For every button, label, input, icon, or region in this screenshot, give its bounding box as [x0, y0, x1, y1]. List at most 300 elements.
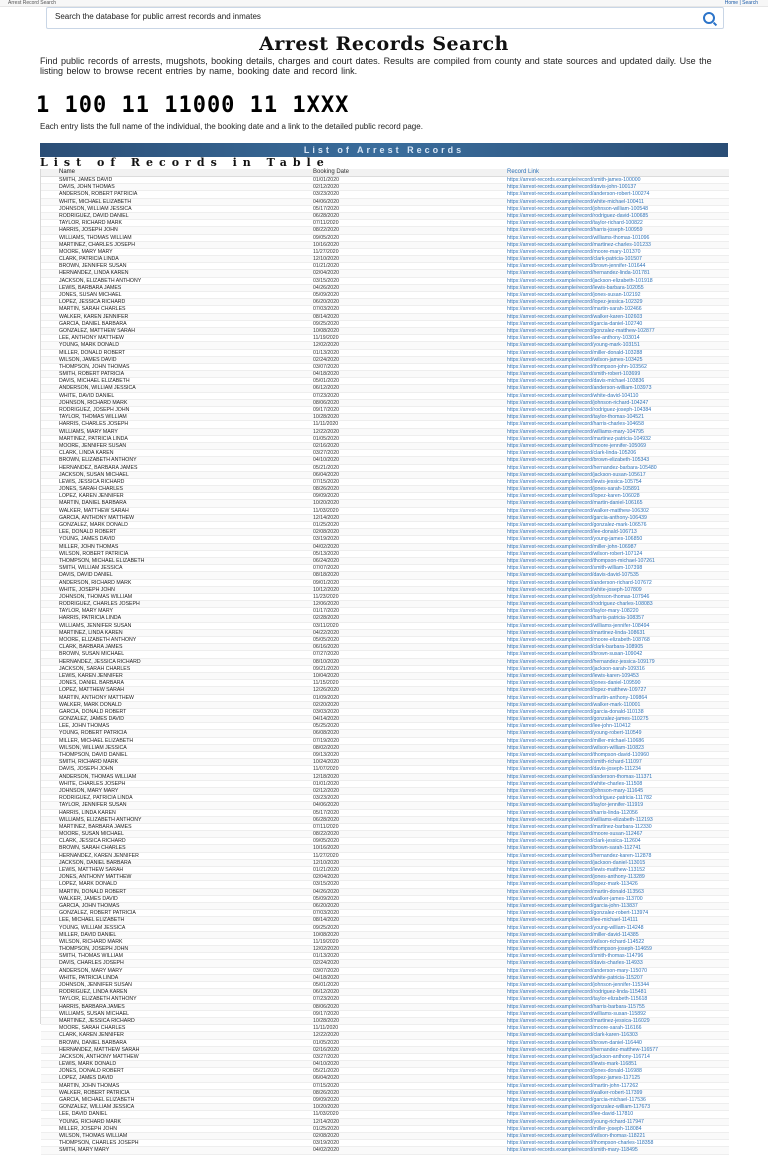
- record-name: CLARK, KAREN JENNIFER: [59, 1032, 124, 1039]
- record-link[interactable]: https://arrest-records.example/record/martinez-barbara-112330: [507, 823, 652, 830]
- record-link[interactable]: https://arrest-records.example/record/martinez-jessica-116029: [507, 1017, 650, 1024]
- table-row: [41, 946, 729, 953]
- record-date: 01/17/2020: [313, 608, 339, 615]
- record-link[interactable]: https://arrest-records.example/record/harris-patricia-108357: [507, 615, 644, 622]
- record-date: 11/15/2020: [313, 680, 339, 687]
- record-link[interactable]: https://arrest-records.example/record/walker-james-113700: [507, 895, 643, 902]
- record-link[interactable]: https://arrest-records.example/record/walker-robert-117399: [507, 1089, 643, 1096]
- table-row: [41, 802, 729, 809]
- record-link[interactable]: https://arrest-records.example/record/moore-elizabeth-108768: [507, 637, 650, 643]
- record-date: 10/08/2020: [313, 327, 339, 334]
- column-header-link[interactable]: Record Link: [507, 169, 540, 175]
- record-link[interactable]: https://arrest-records.example/record/young-richard-117947: [507, 1118, 644, 1125]
- record-name: LEWIS, MATTHEW SARAH: [59, 867, 124, 873]
- record-link[interactable]: https://arrest-records.example/record/davis-joseph-111234: [507, 766, 641, 773]
- record-link[interactable]: https://arrest-records.example/record/miller-david-114385: [507, 931, 639, 938]
- record-link[interactable]: https://arrest-records.example/record/taylor-elizabeth-115618: [507, 996, 648, 1003]
- table-row: [41, 299, 729, 306]
- record-link[interactable]: https://arrest-records.example/record/miller-john-106987: [507, 543, 637, 550]
- record-name: JOHNSON, RICHARD MARK: [59, 399, 128, 406]
- record-link[interactable]: https://arrest-records.example/record/thompson-michael-107261: [507, 557, 655, 564]
- record-link[interactable]: https://arrest-records.example/record/gonzalez-matthew-102877: [507, 327, 655, 334]
- record-link[interactable]: https://arrest-records.example/record/wilson-william-110823: [507, 744, 644, 751]
- record-link[interactable]: https://arrest-records.example/record/clark-jessica-112604: [507, 838, 641, 845]
- record-link[interactable]: https://arrest-records.example/record/anderson-robert-100274: [507, 191, 650, 198]
- record-link[interactable]: https://arrest-records.example/record/martin-john-117262: [507, 1082, 639, 1089]
- record-link[interactable]: https://arrest-records.example/record/harris-barbara-115755: [507, 1003, 645, 1010]
- record-name: HARRIS, LINDA KAREN: [59, 809, 116, 816]
- record-date: 02/24/2020: [313, 356, 339, 363]
- record-name: BROWN, SUSAN MICHAEL: [59, 651, 125, 658]
- record-link[interactable]: https://arrest-records.example/record/martin-daniel-106165: [507, 500, 643, 507]
- record-date: 12/06/2020: [313, 601, 339, 608]
- record-link[interactable]: https://arrest-records.example/record/wilson-richard-114522: [507, 938, 645, 945]
- table-row: [41, 759, 729, 766]
- record-link[interactable]: https://arrest-records.example/record/brown-elizabeth-105343: [507, 457, 650, 464]
- record-link[interactable]: https://arrest-records.example/record/rodriguez-charles-108083: [507, 601, 653, 608]
- table-row: [41, 860, 729, 867]
- table-row: [41, 623, 729, 630]
- record-name: GARCIA, DONALD ROBERT: [59, 708, 127, 715]
- record-name: TAYLOR, MARY MARY: [59, 608, 114, 615]
- record-link[interactable]: https://arrest-records.example/record/johnson-richard-104247: [507, 399, 649, 406]
- record-name: WALKER, KAREN JENNIFER: [59, 313, 129, 320]
- table-row: [41, 177, 729, 184]
- table-row: [41, 500, 729, 507]
- record-name: THOMPSON, JOHN THOMAS: [59, 363, 130, 370]
- record-name: WILLIAMS, ELIZABETH ANTHONY: [59, 816, 142, 823]
- record-date: 12/22/2020: [313, 428, 339, 435]
- record-link[interactable]: https://arrest-records.example/record/white-joseph-107809: [507, 586, 642, 593]
- record-link[interactable]: https://arrest-records.example/record/thompson-charles-118358: [507, 1140, 654, 1147]
- record-link[interactable]: https://arrest-records.example/record/brown-susan-109042: [507, 651, 643, 658]
- record-date: 04/06/2020: [313, 802, 339, 809]
- record-link[interactable]: https://arrest-records.example/record/lopez-karen-106028: [507, 493, 640, 500]
- record-link[interactable]: https://arrest-records.example/record/young-robert-110549: [507, 730, 642, 737]
- record-link[interactable]: https://arrest-records.example/record/harris-linda-112056: [507, 809, 638, 816]
- record-date: 01/21/2020: [313, 263, 339, 270]
- record-link[interactable]: https://arrest-records.example/record/garcia-john-113837: [507, 902, 638, 909]
- record-link[interactable]: https://arrest-records.example/record/lopez-jessica-102329: [507, 299, 643, 306]
- record-link[interactable]: https://arrest-records.example/record/harris-charles-104658: [507, 421, 644, 428]
- record-date: 07/27/2020: [313, 651, 339, 658]
- record-link[interactable]: https://arrest-records.example/record/lee-michael-114111: [507, 917, 638, 924]
- search-input[interactable]: Search the database for public arrest records and inmates: [55, 12, 261, 21]
- record-link[interactable]: https://arrest-records.example/record/garcia-anthony-106439: [507, 514, 647, 521]
- record-link[interactable]: https://arrest-records.example/record/smith-william-107398: [507, 565, 643, 572]
- record-link[interactable]: https://arrest-records.example/record/lee-john-110412: [507, 723, 631, 730]
- table-row: [41, 939, 729, 946]
- table-row: [41, 982, 729, 989]
- table-row: [41, 572, 729, 579]
- table-row: [41, 493, 729, 500]
- record-name: WHITE, PATRICIA LINDA: [59, 974, 119, 981]
- table-row: [41, 1047, 729, 1054]
- record-date: 02/16/2020: [313, 1046, 339, 1053]
- record-link[interactable]: https://arrest-records.example/record/lee-david-117810: [507, 1111, 634, 1118]
- record-link[interactable]: https://arrest-records.example/record/anderson-thomas-111371: [507, 773, 653, 780]
- record-link[interactable]: https://arrest-records.example/record/moore-mary-101370: [507, 248, 641, 255]
- record-date: 09/05/2020: [313, 234, 339, 241]
- record-name: RODRIGUEZ, LINDA KAREN: [59, 989, 128, 996]
- record-link[interactable]: https://arrest-records.example/record/jackson-daniel-113015: [507, 859, 646, 866]
- table-row: [41, 515, 729, 522]
- record-name: SMITH, THOMAS WILLIAM: [59, 953, 123, 960]
- table-row: [41, 1004, 729, 1011]
- record-link[interactable]: https://arrest-records.example/record/hernandez-karen-112878: [507, 852, 652, 859]
- record-link[interactable]: https://arrest-records.example/record/gonzalez-william-117673: [507, 1104, 651, 1111]
- table-row: [41, 1011, 729, 1018]
- record-link[interactable]: https://arrest-records.example/record/lopez-james-117125: [507, 1075, 641, 1082]
- record-date: 04/26/2020: [313, 284, 339, 291]
- record-link[interactable]: https://arrest-records.example/record/davis-john-100137: [507, 184, 637, 191]
- record-date: 10/20/2020: [313, 500, 339, 507]
- record-link[interactable]: https://arrest-records.example/record/rodriguez-patricia-111782: [507, 795, 652, 802]
- search-bar[interactable]: [46, 7, 724, 29]
- record-link[interactable]: https://arrest-records.example/record/anderson-richard-107672: [507, 579, 652, 586]
- record-link[interactable]: https://arrest-records.example/record/thompson-joseph-114659: [507, 946, 652, 953]
- record-name: TAYLOR, THOMAS WILLIAM: [59, 414, 127, 421]
- record-link[interactable]: https://arrest-records.example/record/davis-charles-114933: [507, 960, 643, 967]
- record-link[interactable]: https://arrest-records.example/record/lewis-barbara-102055: [507, 284, 644, 291]
- record-date: 04/06/2020: [313, 198, 339, 205]
- table-row: [41, 601, 729, 608]
- record-name: YOUNG, WILLIAM JESSICA: [59, 924, 126, 931]
- record-link[interactable]: https://arrest-records.example/record/brown-jennifer-101644: [507, 263, 646, 270]
- record-link[interactable]: https://arrest-records.example/record/rodriguez-david-100685: [507, 212, 649, 219]
- record-date: 08/26/2020: [313, 486, 339, 493]
- record-link[interactable]: https://arrest-records.example/record/lopez-matthew-109727: [507, 687, 647, 694]
- record-name: CLARK, LINDA KAREN: [59, 450, 114, 457]
- record-name: JONES, ANTHONY MATTHEW: [59, 874, 132, 881]
- record-link[interactable]: https://arrest-records.example/record/hernandez-matthew-116577: [507, 1046, 658, 1053]
- record-date: 12/18/2020: [313, 773, 339, 780]
- record-name: HARRIS, BARBARA JAMES: [59, 1003, 125, 1010]
- record-link[interactable]: https://arrest-records.example/record/johnson-mary-111645: [507, 787, 644, 794]
- table-row: [41, 745, 729, 752]
- table-row: [41, 738, 729, 745]
- record-name: LOPEZ, MARK DONALD: [59, 881, 117, 888]
- record-link[interactable]: https://arrest-records.example/record/moore-sarah-116166: [507, 1025, 642, 1032]
- record-link[interactable]: https://arrest-records.example/record/taylor-jennifer-111919: [507, 802, 644, 809]
- record-link[interactable]: https://arrest-records.example/record/young-mark-103151: [507, 342, 640, 349]
- record-link[interactable]: https://arrest-records.example/record/thompson-john-103562: [507, 363, 647, 370]
- record-link[interactable]: https://arrest-records.example/record/williams-susan-115892: [507, 1010, 646, 1017]
- record-link[interactable]: https://arrest-records.example/record/lewis-jessica-105754: [507, 478, 642, 485]
- record-link[interactable]: https://arrest-records.example/record/clark-linda-105206: [507, 450, 637, 457]
- record-name: CLARK, JESSICA RICHARD: [59, 838, 126, 845]
- record-date: 07/15/2020: [313, 478, 339, 485]
- record-name: WALKER, JAMES DAVID: [59, 895, 118, 902]
- record-link[interactable]: https://arrest-records.example/record/moore-jennifer-105069: [507, 442, 646, 449]
- record-link[interactable]: https://arrest-records.example/record/lee-anthony-103014: [507, 335, 640, 342]
- record-link[interactable]: https://arrest-records.example/record/williams-jennifer-108494: [507, 622, 650, 629]
- record-link[interactable]: https://arrest-records.example/record/white-patricia-115207: [507, 974, 643, 981]
- table-row: [41, 637, 729, 644]
- record-link[interactable]: https://arrest-records.example/record/brown-daniel-116440: [507, 1039, 642, 1046]
- table-row: [41, 723, 729, 730]
- record-link[interactable]: https://arrest-records.example/record/jones-donald-116988: [507, 1068, 642, 1075]
- table-row: [41, 1075, 729, 1082]
- record-link[interactable]: https://arrest-records.example/record/taylor-thomas-104521: [507, 414, 644, 421]
- table-row: [41, 220, 729, 227]
- table-row: [41, 968, 729, 975]
- table-row: [41, 1111, 729, 1118]
- record-link[interactable]: https://arrest-records.example/record/johnson-jennifer-115344: [507, 982, 650, 988]
- table-row: [41, 1090, 729, 1097]
- table-row: [41, 378, 729, 385]
- record-name: LEWIS, MARK DONALD: [59, 1061, 117, 1068]
- record-link[interactable]: https://arrest-records.example/record/white-david-104110: [507, 392, 639, 399]
- table-row: [41, 644, 729, 651]
- record-name: JACKSON, SUSAN MICHAEL: [59, 471, 129, 478]
- table-row: [41, 443, 729, 450]
- table-row: [41, 867, 729, 874]
- record-link[interactable]: https://arrest-records.example/record/anderson-william-103973: [507, 385, 652, 392]
- record-link[interactable]: https://arrest-records.example/record/smith-thomas-114796: [507, 953, 644, 960]
- record-name: YOUNG, ROBERT PATRICIA: [59, 730, 127, 737]
- record-date: 02/08/2020: [313, 1132, 339, 1139]
- record-name: RODRIGUEZ, CHARLES JOSEPH: [59, 601, 140, 608]
- record-link[interactable]: https://arrest-records.example/record/harris-joseph-100959: [507, 227, 643, 234]
- record-link[interactable]: https://arrest-records.example/record/brown-sarah-112741: [507, 845, 641, 852]
- table-row: [41, 551, 729, 558]
- record-name: LEWIS, BARBARA JAMES: [59, 284, 122, 291]
- record-link[interactable]: https://arrest-records.example/record/martin-anthony-109864: [507, 694, 648, 701]
- record-name: MARTIN, DANIEL BARBARA: [59, 500, 127, 507]
- table-row: [41, 285, 729, 292]
- record-date: 11/11/2020: [313, 1025, 339, 1032]
- record-link[interactable]: https://arrest-records.example/record/davis-michael-103836: [507, 378, 645, 385]
- record-link[interactable]: https://arrest-records.example/record/wilson-robert-107124: [507, 550, 643, 557]
- table-row: [41, 414, 729, 421]
- record-name: TAYLOR, RICHARD MARK: [59, 220, 122, 227]
- record-date: 05/17/2020: [313, 205, 339, 212]
- record-name: YOUNG, RICHARD MARK: [59, 1118, 121, 1125]
- record-link[interactable]: https://arrest-records.example/record/jackson-sarah-109316: [507, 665, 645, 672]
- record-date: 10/20/2020: [313, 1104, 339, 1111]
- record-date: 05/01/2020: [313, 982, 339, 988]
- table-row: [41, 587, 729, 594]
- record-date: 05/09/2020: [313, 895, 339, 902]
- record-name: ANDERSON, RICHARD MARK: [59, 579, 132, 586]
- table-row: [41, 357, 729, 364]
- record-name: RODRIGUEZ, JOSEPH JOHN: [59, 407, 130, 413]
- table-row: [41, 364, 729, 371]
- record-date: 09/01/2020: [313, 579, 339, 586]
- record-link[interactable]: https://arrest-records.example/record/hernandez-jessica-109179: [507, 658, 655, 665]
- record-name: DAVIS, JOHN THOMAS: [59, 184, 115, 191]
- record-date: 03/15/2020: [313, 277, 339, 284]
- record-name: ANDERSON, ROBERT PATRICIA: [59, 191, 138, 198]
- table-row: [41, 1133, 729, 1140]
- page-title: Arrest Records Search: [259, 33, 509, 55]
- record-date: 07/19/2020: [313, 737, 339, 744]
- table-row: [41, 1083, 729, 1090]
- table-row: [41, 1104, 729, 1111]
- record-name: WALKER, MARK DONALD: [59, 701, 122, 708]
- record-link[interactable]: https://arrest-records.example/record/jackson-susan-105617: [507, 471, 646, 478]
- record-link[interactable]: https://arrest-records.example/record/lewis-mark-116851: [507, 1061, 637, 1068]
- record-date: 07/03/2020: [313, 306, 339, 313]
- record-link[interactable]: https://arrest-records.example/record/rodriguez-joseph-104384: [507, 407, 652, 413]
- record-link[interactable]: https://arrest-records.example/record/miller-joseph-118084: [507, 1125, 642, 1132]
- column-header-name[interactable]: Name: [59, 169, 76, 175]
- record-link[interactable]: https://arrest-records.example/record/johnson-thomas-107946: [507, 593, 650, 600]
- record-name: MILLER, JOSEPH JOHN: [59, 1125, 117, 1132]
- record-link[interactable]: https://arrest-records.example/record/rodriguez-linda-115481: [507, 989, 647, 996]
- record-link[interactable]: https://arrest-records.example/record/taylor-mary-108220: [507, 608, 639, 615]
- record-name: THOMPSON, CHARLES JOSEPH: [59, 1140, 139, 1147]
- record-link[interactable]: https://arrest-records.example/record/smith-james-100000: [507, 177, 641, 183]
- record-name: TAYLOR, JENNIFER SUSAN: [59, 802, 127, 809]
- record-link[interactable]: https://arrest-records.example/record/young-william-114248: [507, 924, 644, 931]
- record-name: MARTINEZ, BARBARA JAMES: [59, 823, 132, 830]
- record-link[interactable]: https://arrest-records.example/record/walker-matthew-106302: [507, 507, 649, 514]
- record-name: MILLER, DONALD ROBERT: [59, 349, 126, 356]
- record-link[interactable]: https://arrest-records.example/record/clark-patricia-101507: [507, 256, 642, 263]
- record-link[interactable]: https://arrest-records.example/record/wilson-james-103425: [507, 356, 643, 363]
- record-name: YOUNG, MARK DONALD: [59, 342, 119, 349]
- record-link[interactable]: https://arrest-records.example/record/davis-david-107535: [507, 572, 639, 579]
- record-link[interactable]: https://arrest-records.example/record/garcia-donald-110138: [507, 708, 644, 715]
- record-date: 02/24/2020: [313, 960, 339, 967]
- record-date: 11/19/2020: [313, 938, 339, 945]
- record-name: JACKSON, SARAH CHARLES: [59, 665, 131, 672]
- record-date: 05/09/2020: [313, 292, 339, 298]
- record-date: 11/27/2020: [313, 248, 339, 255]
- record-link[interactable]: https://arrest-records.example/record/martinez-patricia-104932: [507, 435, 651, 442]
- table-row: [41, 199, 729, 206]
- record-name: SMITH, ROBERT PATRICIA: [59, 371, 125, 378]
- table-row: [41, 1032, 729, 1039]
- record-name: BROWN, ELIZABETH ANTHONY: [59, 457, 137, 464]
- record-link[interactable]: https://arrest-records.example/record/smith-robert-103699: [507, 371, 641, 378]
- record-date: 06/20/2020: [313, 902, 339, 909]
- record-date: 09/25/2020: [313, 924, 339, 931]
- table-row: [41, 1018, 729, 1025]
- record-date: 07/15/2020: [313, 1082, 339, 1089]
- column-header-date[interactable]: Booking Date: [313, 169, 350, 175]
- record-name: GONZALEZ, MARK DONALD: [59, 522, 128, 528]
- record-link[interactable]: https://arrest-records.example/record/thompson-david-110960: [507, 752, 650, 758]
- record-date: 01/13/2020: [313, 349, 339, 356]
- record-name: MILLER, MICHAEL ELIZABETH: [59, 737, 134, 744]
- table-row: [41, 429, 729, 436]
- record-name: ANDERSON, THOMAS WILLIAM: [59, 773, 137, 780]
- record-link[interactable]: https://arrest-records.example/record/gonzalez-james-110275: [507, 716, 649, 723]
- record-name: HERNANDEZ, KAREN JENNIFER: [59, 852, 139, 859]
- table-row: [41, 249, 729, 256]
- record-name: JOHNSON, JENNIFER SUSAN: [59, 982, 132, 988]
- record-date: 07/03/2020: [313, 910, 339, 917]
- table-row: [41, 774, 729, 781]
- record-link[interactable]: https://arrest-records.example/record/walker-karen-102603: [507, 313, 643, 320]
- record-link[interactable]: https://arrest-records.example/record/lewis-karen-109453: [507, 672, 639, 679]
- record-name: DAVIS, DAVID DANIEL: [59, 572, 113, 579]
- table-row: [41, 1140, 729, 1147]
- record-name: GONZALEZ, MATTHEW SARAH: [59, 327, 135, 334]
- record-date: 08/18/2020: [313, 572, 339, 579]
- record-date: 06/28/2020: [313, 212, 339, 219]
- record-name: JACKSON, DANIEL BARBARA: [59, 859, 132, 866]
- record-date: 04/18/2020: [313, 974, 339, 981]
- record-link[interactable]: https://arrest-records.example/record/miller-donald-103288: [507, 349, 643, 356]
- record-link[interactable]: https://arrest-records.example/record/martin-donald-113563: [507, 888, 644, 895]
- record-name: RODRIGUEZ, DAVID DANIEL: [59, 212, 129, 219]
- record-date: 12/14/2020: [313, 514, 339, 521]
- record-link[interactable]: https://arrest-records.example/record/clark-karen-116303: [507, 1032, 638, 1039]
- table-row: [41, 810, 729, 817]
- record-link[interactable]: https://arrest-records.example/record/jones-daniel-109590: [507, 680, 641, 687]
- record-link[interactable]: https://arrest-records.example/record/lopez-mark-113426: [507, 881, 638, 888]
- record-link[interactable]: https://arrest-records.example/record/gonzalez-mark-106576: [507, 522, 647, 528]
- record-date: 03/19/2020: [313, 536, 339, 543]
- record-link[interactable]: https://arrest-records.example/record/moore-susan-112467: [507, 831, 643, 838]
- record-link[interactable]: https://arrest-records.example/record/williams-elizabeth-112193: [507, 816, 653, 823]
- record-link[interactable]: https://arrest-records.example/record/hernandez-barbara-105480: [507, 464, 657, 471]
- record-link[interactable]: https://arrest-records.example/record/white-michael-100411: [507, 198, 644, 205]
- record-link[interactable]: https://arrest-records.example/record/lewis-matthew-113152: [507, 867, 646, 873]
- record-link[interactable]: https://arrest-records.example/record/williams-thomas-101096: [507, 234, 650, 241]
- record-link[interactable]: https://arrest-records.example/record/johnson-william-100548: [507, 205, 648, 212]
- record-date: 03/27/2020: [313, 450, 339, 457]
- record-name: CLARK, BARBARA JAMES: [59, 644, 123, 651]
- record-date: 08/22/2020: [313, 831, 339, 838]
- record-name: MILLER, DAVID DANIEL: [59, 931, 117, 938]
- record-link[interactable]: https://arrest-records.example/record/jackson-elizabeth-101918: [507, 277, 653, 284]
- record-link[interactable]: https://arrest-records.example/record/garcia-daniel-102740: [507, 320, 643, 327]
- record-link[interactable]: https://arrest-records.example/record/smith-richard-111097: [507, 759, 642, 766]
- record-name: GARCIA, ANTHONY MATTHEW: [59, 514, 135, 521]
- record-link[interactable]: https://arrest-records.example/record/jones-anthony-113289: [507, 874, 645, 881]
- record-link[interactable]: https://arrest-records.example/record/walker-mark-110001: [507, 701, 641, 708]
- table-row: [41, 666, 729, 673]
- record-link[interactable]: https://arrest-records.example/record/gonzalez-robert-113974: [507, 910, 649, 917]
- record-link[interactable]: https://arrest-records.example/record/hernandez-linda-101781: [507, 270, 650, 277]
- record-link[interactable]: https://arrest-records.example/record/martinez-linda-108631: [507, 629, 646, 636]
- record-date: 06/24/2020: [313, 557, 339, 564]
- record-name: MARTINEZ, JESSICA RICHARD: [59, 1017, 135, 1024]
- record-link[interactable]: https://arrest-records.example/record/young-james-106850: [507, 536, 643, 543]
- record-link[interactable]: https://arrest-records.example/record/taylor-richard-100822: [507, 220, 643, 227]
- record-name: HERNANDEZ, BARBARA JAMES: [59, 464, 138, 471]
- top-strip-link[interactable]: Home | Search: [724, 0, 758, 6]
- record-link[interactable]: https://arrest-records.example/record/williams-mary-104795: [507, 428, 644, 435]
- record-name: LEWIS, JESSICA RICHARD: [59, 478, 125, 485]
- record-date: 10/28/2020: [313, 414, 339, 421]
- record-link[interactable]: https://arrest-records.example/record/wilson-thomas-118221: [507, 1132, 646, 1139]
- record-link[interactable]: https://arrest-records.example/record/garcia-michael-117536: [507, 1097, 646, 1103]
- table-row: [41, 580, 729, 587]
- record-link[interactable]: https://arrest-records.example/record/clark-barbara-108905: [507, 644, 644, 651]
- record-link[interactable]: https://arrest-records.example/record/jones-sarah-105891: [507, 486, 640, 493]
- record-link[interactable]: https://arrest-records.example/record/anderson-mary-115070: [507, 967, 648, 974]
- record-date: 03/19/2020: [313, 1140, 339, 1147]
- record-link[interactable]: https://arrest-records.example/record/jackson-anthony-116714: [507, 1053, 650, 1060]
- record-link[interactable]: https://arrest-records.example/record/jones-susan-102192: [507, 292, 641, 298]
- record-date: 05/25/2020: [313, 723, 339, 730]
- record-link[interactable]: https://arrest-records.example/record/white-charles-111508: [507, 780, 643, 787]
- record-link[interactable]: https://arrest-records.example/record/smith-mary-118495: [507, 1147, 638, 1154]
- record-link[interactable]: https://arrest-records.example/record/miller-michael-110686: [507, 737, 645, 744]
- record-link[interactable]: https://arrest-records.example/record/lee-donald-106713: [507, 529, 637, 536]
- record-name: LOPEZ, JESSICA RICHARD: [59, 299, 126, 306]
- search-icon[interactable]: [703, 12, 715, 24]
- record-date: 02/04/2020: [313, 874, 339, 881]
- record-link[interactable]: https://arrest-records.example/record/martinez-charles-101233: [507, 241, 651, 248]
- record-link[interactable]: https://arrest-records.example/record/martin-sarah-102466: [507, 306, 642, 313]
